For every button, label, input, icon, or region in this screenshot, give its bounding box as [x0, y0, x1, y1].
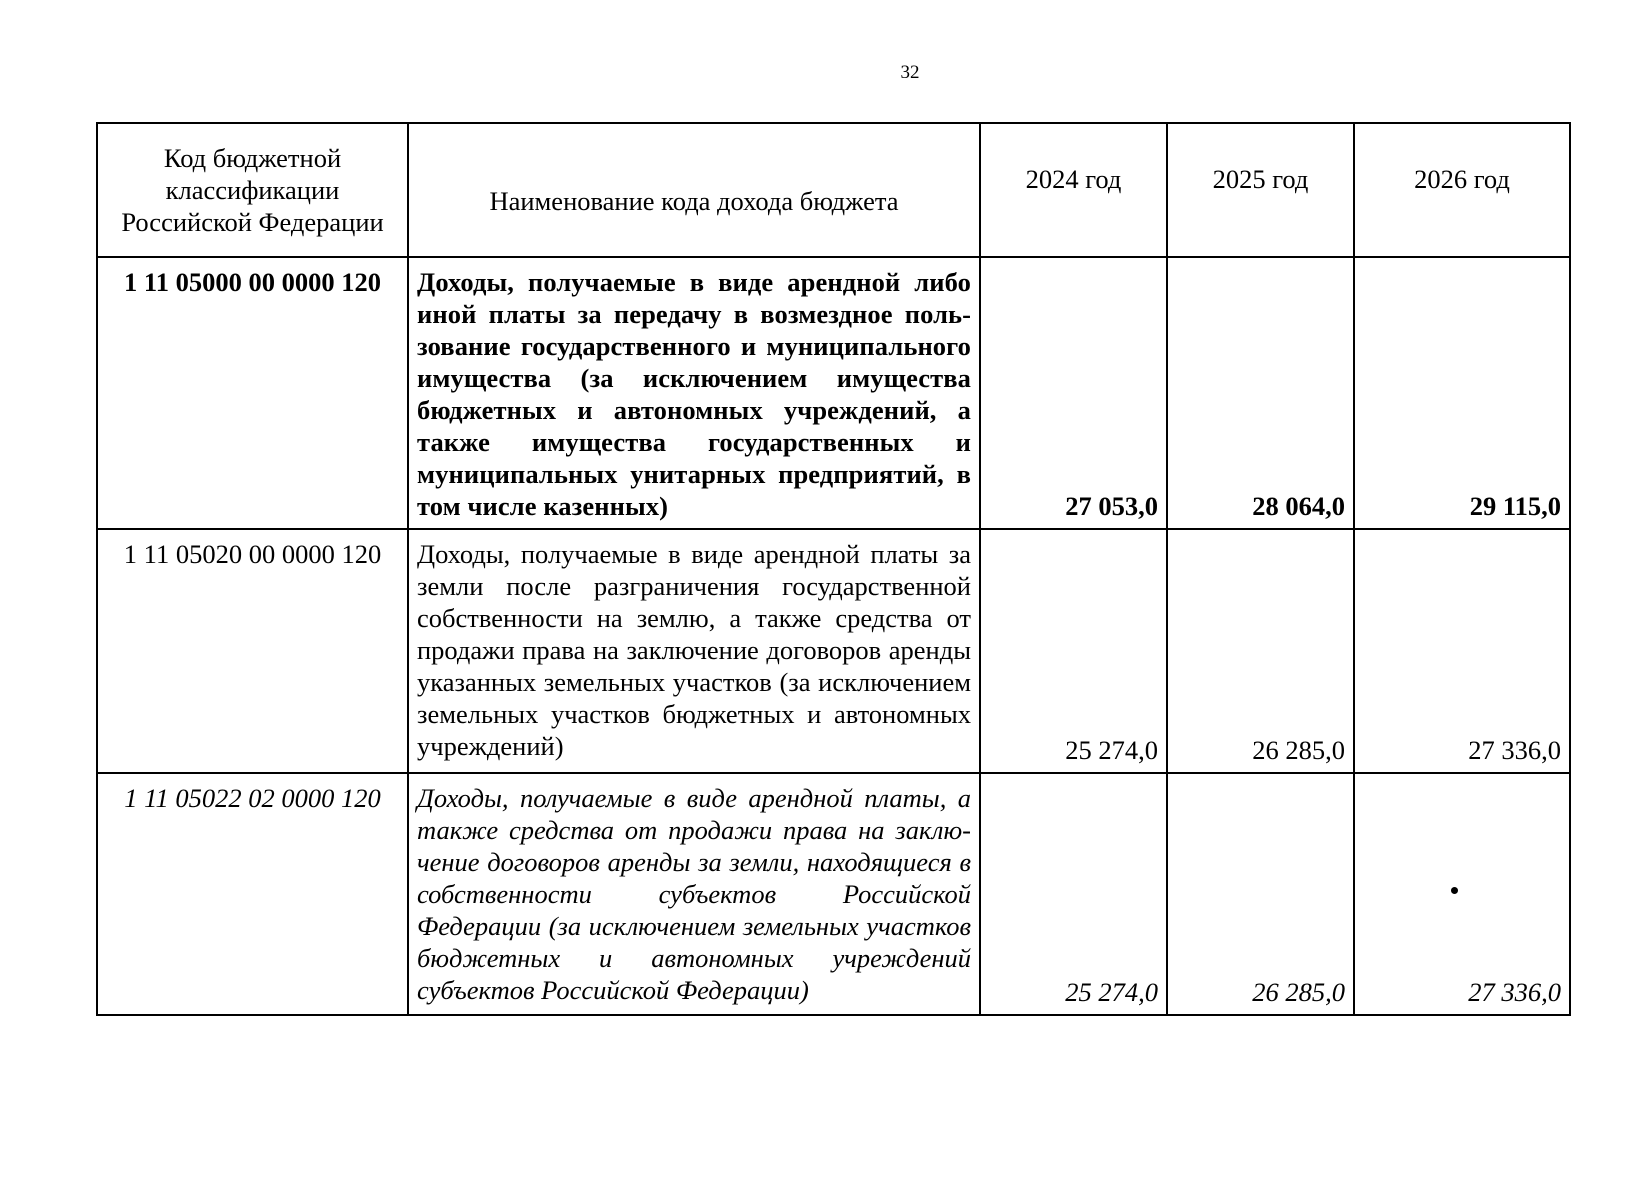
budget-income-table: [96, 122, 1571, 1016]
header-code: Код бюджетной классификации Российской Федерации: [97, 123, 408, 257]
header-year-2025: 2025 год: [1167, 123, 1354, 257]
row-value-2026: 27 336,0: [1354, 773, 1570, 1015]
row-code: 1 11 05000 00 0000 120: [97, 257, 408, 529]
row-name: Доходы, получаемые в виде арендной платы за земли после разграничения государственной собственности на землю, а также средства от продажи права на заключение договоров аренды указанных земельных участков (за исключением земельных участков бюджетных и автономных учреждений): [408, 529, 980, 773]
header-name: Наименование кода дохода бюджета: [408, 123, 980, 257]
row-value-2024: 25 274,0: [980, 529, 1167, 773]
row-value-2024: 27 053,0: [980, 257, 1167, 529]
row-value-2025: 28 064,0: [1167, 257, 1354, 529]
table-row: [97, 773, 1570, 1015]
row-value-2024: 25 274,0: [980, 773, 1167, 1015]
row-value-2026: 27 336,0: [1354, 529, 1570, 773]
header-year-2024: 2024 год: [980, 123, 1167, 257]
stray-dot-mark: [1451, 887, 1458, 894]
page-number: 32: [900, 62, 920, 83]
row-name: Доходы, получаемые в виде арендной платы, а также средства от продажи права на заключение договоров аренды за земли, находящиеся в собственности субъектов Российской Федерации (за исключением земельных участков бюджетных и автономных учреждений субъектов Российской Федерации): [408, 773, 980, 1015]
row-value-2026: 29 115,0: [1354, 257, 1570, 529]
row-name: Доходы, получаемые в виде арендной либо иной платы за передачу в возмездное пользование государственного и муниципального имущества (за исключением имущества бюджетных и автономных учреждений, а также имущества государственных и муниципальных унитарных предприятий, в том числе казенных): [408, 257, 980, 529]
row-value-2025: 26 285,0: [1167, 773, 1354, 1015]
table-header-row: [97, 123, 1570, 257]
header-year-2026: 2026 год: [1354, 123, 1570, 257]
table-row: [97, 529, 1570, 773]
row-value-2025: 26 285,0: [1167, 529, 1354, 773]
row-code: 1 11 05022 02 0000 120: [97, 773, 408, 1015]
table-row: [97, 257, 1570, 529]
row-code: 1 11 05020 00 0000 120: [97, 529, 408, 773]
